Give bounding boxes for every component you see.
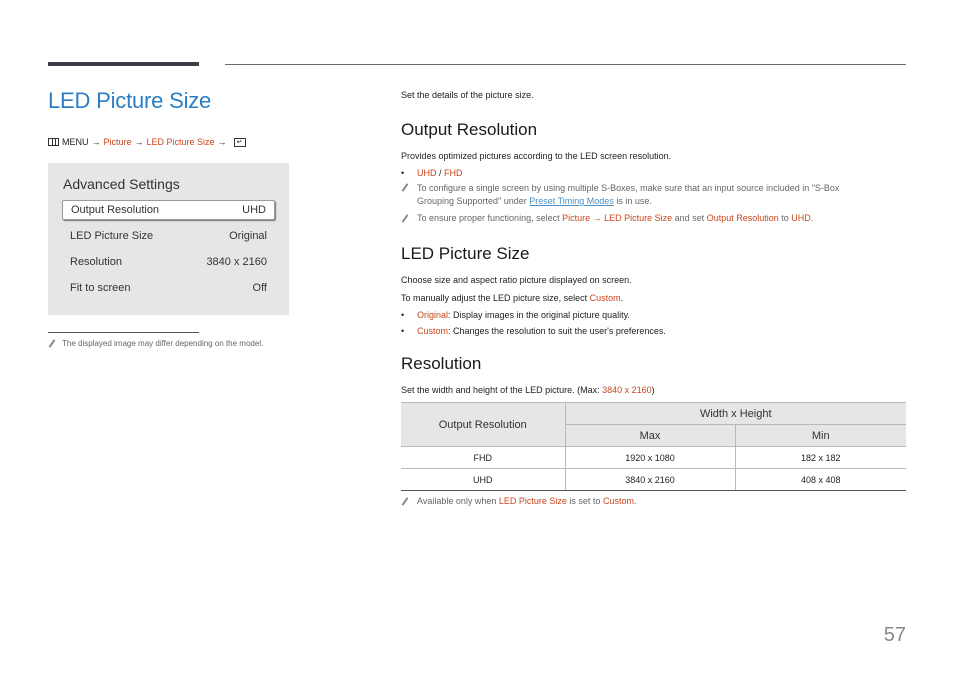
bullet-custom bbox=[401, 326, 666, 336]
pencil-icon bbox=[401, 184, 409, 192]
arrow-icon: → bbox=[91, 137, 101, 147]
table-header-min: Min bbox=[735, 425, 906, 447]
page-number: 57 bbox=[883, 624, 906, 646]
note-text-d: . bbox=[810, 213, 814, 223]
note-text-a: To ensure proper functioning, select bbox=[417, 213, 563, 223]
bullet-text: : Display images in the original picture quality. bbox=[448, 310, 630, 320]
header-rule-thick bbox=[48, 62, 199, 66]
bullet-dot: • bbox=[401, 168, 405, 178]
note-led-picture-size: LED Picture Size bbox=[498, 496, 567, 506]
table-cell-output: UHD bbox=[401, 469, 565, 491]
table-cell-output: FHD bbox=[401, 447, 565, 469]
output-resolution-note-2 bbox=[401, 213, 813, 223]
output-resolution-note-1 bbox=[401, 182, 839, 208]
pencil-icon bbox=[401, 215, 409, 223]
note-text bbox=[417, 213, 813, 223]
note-uhd: UHD bbox=[791, 213, 811, 223]
header-rule-thin bbox=[225, 64, 906, 65]
menu-icon bbox=[48, 138, 59, 146]
table-header-output-resolution: Output Resolution bbox=[401, 403, 565, 447]
led-picture-size-heading: LED Picture Size bbox=[401, 244, 530, 263]
resolution-note bbox=[401, 496, 636, 506]
output-resolution-heading: Output Resolution bbox=[401, 120, 538, 139]
settings-row-resolution[interactable] bbox=[62, 252, 275, 272]
bullet-term-original: Original bbox=[417, 310, 449, 320]
note-text bbox=[417, 496, 636, 506]
table-row bbox=[401, 469, 906, 491]
intro-text: Set the details of the picture size. bbox=[401, 90, 534, 100]
preset-timing-modes-link[interactable]: Preset Timing Modes bbox=[529, 196, 614, 206]
settings-row-value: Original bbox=[229, 230, 267, 242]
footnote-rule bbox=[48, 332, 199, 333]
note-text-b: is in use. bbox=[613, 196, 652, 206]
note-text-b: and set bbox=[672, 213, 707, 223]
enter-icon: ↵ bbox=[234, 138, 246, 147]
resolution-desc-a: Set the width and height of the LED picture. (Max: bbox=[401, 385, 603, 395]
table-header-row bbox=[401, 403, 906, 425]
option-separator: / bbox=[436, 168, 445, 178]
footnote-text: The displayed image may differ depending on the model. bbox=[62, 339, 264, 348]
bullet-term-custom: Custom bbox=[417, 326, 449, 336]
settings-row-label: Fit to screen bbox=[70, 282, 131, 294]
pencil-icon bbox=[401, 498, 409, 506]
note-led-picture-size: LED Picture Size bbox=[604, 213, 673, 223]
note-text-c: to bbox=[778, 213, 792, 223]
option-uhd: UHD bbox=[417, 168, 437, 178]
table-cell-min: 408 x 408 bbox=[735, 469, 906, 491]
footnote bbox=[48, 339, 263, 348]
resolution-desc-b: ) bbox=[651, 385, 655, 395]
menu-label: MENU bbox=[62, 137, 89, 147]
menu-step-picture: Picture bbox=[103, 137, 132, 147]
settings-row-output-resolution[interactable] bbox=[62, 200, 275, 220]
manual-text-b: . bbox=[620, 293, 624, 303]
note-output-resolution: Output Resolution bbox=[706, 213, 779, 223]
note-text-a: Grouping Supported" under bbox=[417, 196, 530, 206]
note-text-a: Available only when bbox=[417, 496, 499, 506]
page-title: LED Picture Size bbox=[48, 88, 212, 113]
output-resolution-options bbox=[401, 168, 463, 178]
menu-path bbox=[48, 137, 246, 147]
manual-text-a: To manually adjust the LED picture size, select bbox=[401, 293, 590, 303]
table-cell-min: 182 x 182 bbox=[735, 447, 906, 469]
manual-custom: Custom bbox=[589, 293, 621, 303]
settings-row-led-picture-size[interactable] bbox=[62, 226, 275, 246]
arrow-icon: → bbox=[134, 137, 144, 147]
note-picture: Picture bbox=[562, 213, 591, 223]
table-header-max: Max bbox=[565, 425, 735, 447]
led-picture-size-desc: Choose size and aspect ratio picture displayed on screen. bbox=[401, 275, 632, 285]
note-text bbox=[417, 182, 839, 208]
table-cell-max: 3840 x 2160 bbox=[565, 469, 735, 491]
note-line-1: To configure a single screen by using multiple S-Boxes, make sure that an input source included in "S-Box bbox=[417, 183, 840, 193]
settings-row-fit-to-screen[interactable] bbox=[62, 278, 275, 298]
resolution-desc bbox=[401, 385, 655, 395]
led-picture-size-manual bbox=[401, 293, 623, 303]
note-text-c: . bbox=[633, 496, 637, 506]
bullet-text: : Changes the resolution to suit the user's preferences. bbox=[448, 326, 666, 336]
note-text-b: is set to bbox=[566, 496, 603, 506]
resolution-desc-max: 3840 x 2160 bbox=[602, 385, 652, 395]
settings-heading: Advanced Settings bbox=[63, 176, 180, 192]
bullet-dot: • bbox=[401, 310, 405, 320]
pencil-icon bbox=[48, 340, 56, 348]
bullet-original bbox=[401, 310, 630, 320]
settings-row-label: Resolution bbox=[70, 256, 122, 268]
note-custom: Custom bbox=[602, 496, 634, 506]
settings-row-value: UHD bbox=[242, 204, 266, 216]
table-cell-max: 1920 x 1080 bbox=[565, 447, 735, 469]
menu-step-led-picture-size: LED Picture Size bbox=[146, 137, 215, 147]
settings-row-value: Off bbox=[252, 282, 267, 294]
resolution-table bbox=[401, 402, 906, 491]
settings-row-value: 3840 x 2160 bbox=[206, 256, 267, 268]
table-row bbox=[401, 447, 906, 469]
bullet-dot: • bbox=[401, 326, 405, 336]
arrow-icon: → bbox=[217, 137, 227, 147]
resolution-heading: Resolution bbox=[401, 354, 482, 373]
option-fhd: FHD bbox=[444, 168, 463, 178]
advanced-settings-panel bbox=[48, 163, 289, 315]
table-header-width-height: Width x Height bbox=[565, 403, 906, 425]
settings-row-label: Output Resolution bbox=[71, 204, 160, 216]
note-line-2 bbox=[417, 195, 839, 208]
settings-row-label: LED Picture Size bbox=[70, 230, 154, 242]
output-resolution-desc: Provides optimized pictures according to the LED screen resolution. bbox=[401, 151, 672, 161]
note-arrow: → bbox=[590, 213, 605, 223]
